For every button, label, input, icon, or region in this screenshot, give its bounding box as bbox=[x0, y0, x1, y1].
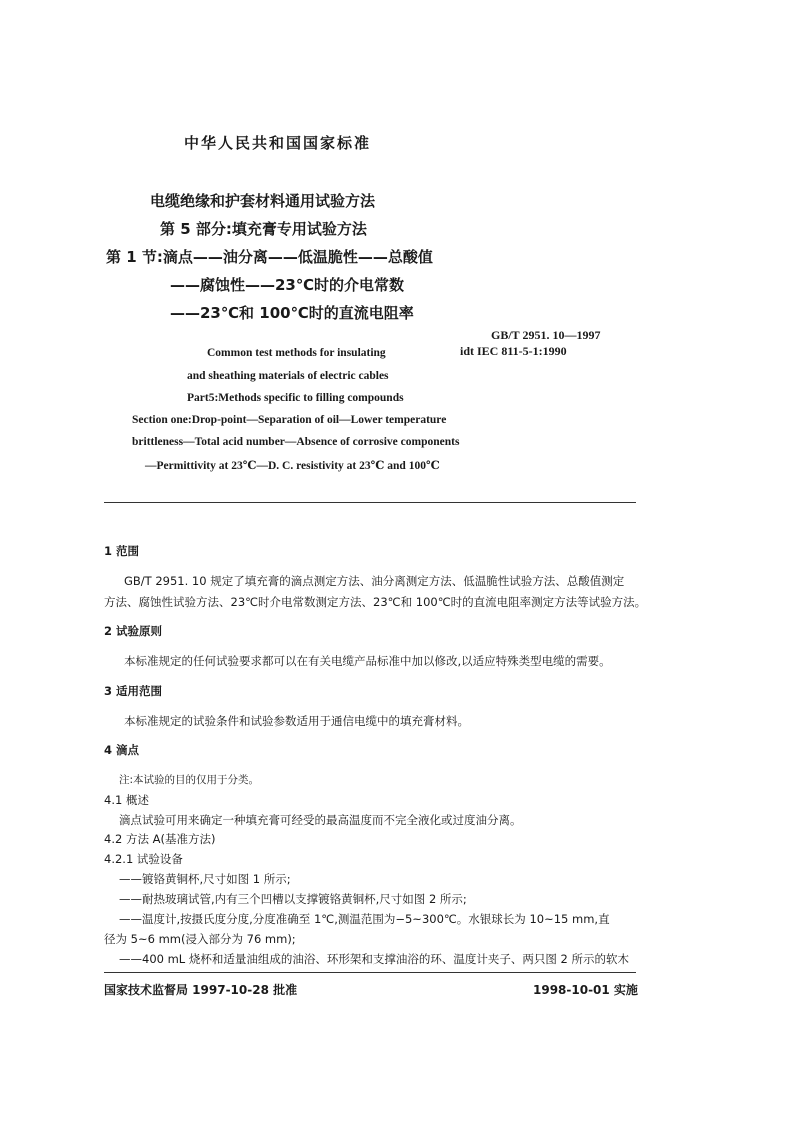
section-4-heading: 4 滴点 bbox=[104, 743, 140, 757]
title-line-2: 第 5 部分:填充膏专用试验方法 bbox=[160, 220, 367, 238]
equipment-item-1: ——镀铬黄铜杯,尺寸如图 1 所示; bbox=[119, 872, 291, 886]
section-1-line-1: GB/T 2951. 10 规定了填充膏的滴点测定方法、油分离测定方法、低温脆性试验方法、总酸值测定 bbox=[124, 574, 625, 588]
section-1-heading: 1 范围 bbox=[104, 544, 140, 558]
idt-reference: idt IEC 811-5-1:1990 bbox=[460, 344, 567, 358]
title-line-5: ——23℃和 100℃时的直流电阻率 bbox=[170, 304, 414, 322]
section-2-heading: 2 试验原则 bbox=[104, 624, 163, 638]
section-4-note: 注:本试验的目的仅用于分类。 bbox=[119, 774, 260, 786]
header-divider bbox=[104, 502, 636, 503]
standard-code: GB/T 2951. 10—1997 bbox=[491, 328, 601, 342]
footer-divider bbox=[104, 972, 636, 973]
section-4-2-1-heading: 4.2.1 试验设备 bbox=[104, 852, 183, 866]
title-line-1: 电缆绝缘和护套材料通用试验方法 bbox=[150, 192, 376, 210]
section-2-text: 本标准规定的任何试验要求都可以在有关电缆产品标准中加以修改,以适应特殊类型电缆的需要。 bbox=[124, 654, 611, 668]
english-title-line-3: Part5:Methods specific to filling compounds bbox=[187, 392, 404, 404]
title-line-3: 第 1 节:滴点——油分离——低温脆性——总酸值 bbox=[106, 248, 433, 266]
equipment-item-3-continued: 径为 5~6 mm(浸入部分为 76 mm); bbox=[104, 932, 296, 946]
national-standard-label: 中华人民共和国国家标准 bbox=[184, 134, 372, 152]
section-4-1-text: 滴点试验可用来确定一种填充膏可经受的最高温度而不完全液化或过度油分离。 bbox=[119, 813, 522, 827]
section-3-heading: 3 适用范围 bbox=[104, 684, 163, 698]
section-3-text: 本标准规定的试验条件和试验参数适用于通信电缆中的填充膏材料。 bbox=[124, 714, 469, 728]
equipment-item-3: ——温度计,按摄氏度分度,分度准确至 1℃,测温范围为−5~300℃。水银球长为 10~15 mm,直 bbox=[119, 912, 610, 926]
implementation-date: 1998-10-01 实施 bbox=[533, 983, 638, 997]
section-4-2-heading: 4.2 方法 A(基准方法) bbox=[104, 832, 216, 846]
english-title-line-1: Common test methods for insulating bbox=[207, 347, 386, 359]
section-1-line-2: 方法、腐蚀性试验方法、23℃时介电常数测定方法、23℃和 100℃时的直流电阻率测定方法等试验方法。 bbox=[104, 595, 647, 609]
english-title-line-2: and sheathing materials of electric cables bbox=[187, 370, 389, 382]
section-4-1-heading: 4.1 概述 bbox=[104, 793, 149, 807]
english-title-line-4: Section one:Drop-point—Separation of oil—Lower temperature bbox=[132, 414, 447, 426]
title-line-4: ——腐蚀性——23℃时的介电常数 bbox=[170, 276, 405, 294]
equipment-item-4: ——400 mL 烧杯和适量油组成的油浴、环形架和支撑油浴的环、温度计夹子、两只图 2 所示的软木 bbox=[119, 952, 629, 966]
english-title-line-5: brittleness—Total acid number—Absence of corrosive components bbox=[132, 436, 460, 448]
english-title-line-6: —Permittivity at 23℃—D. C. resistivity at 23℃ and 100℃ bbox=[145, 460, 440, 472]
equipment-item-2: ——耐热玻璃试管,内有三个凹槽以支撑镀铬黄铜杯,尺寸如图 2 所示; bbox=[119, 892, 467, 906]
approval-date: 国家技术监督局 1997-10-28 批准 bbox=[104, 983, 298, 997]
